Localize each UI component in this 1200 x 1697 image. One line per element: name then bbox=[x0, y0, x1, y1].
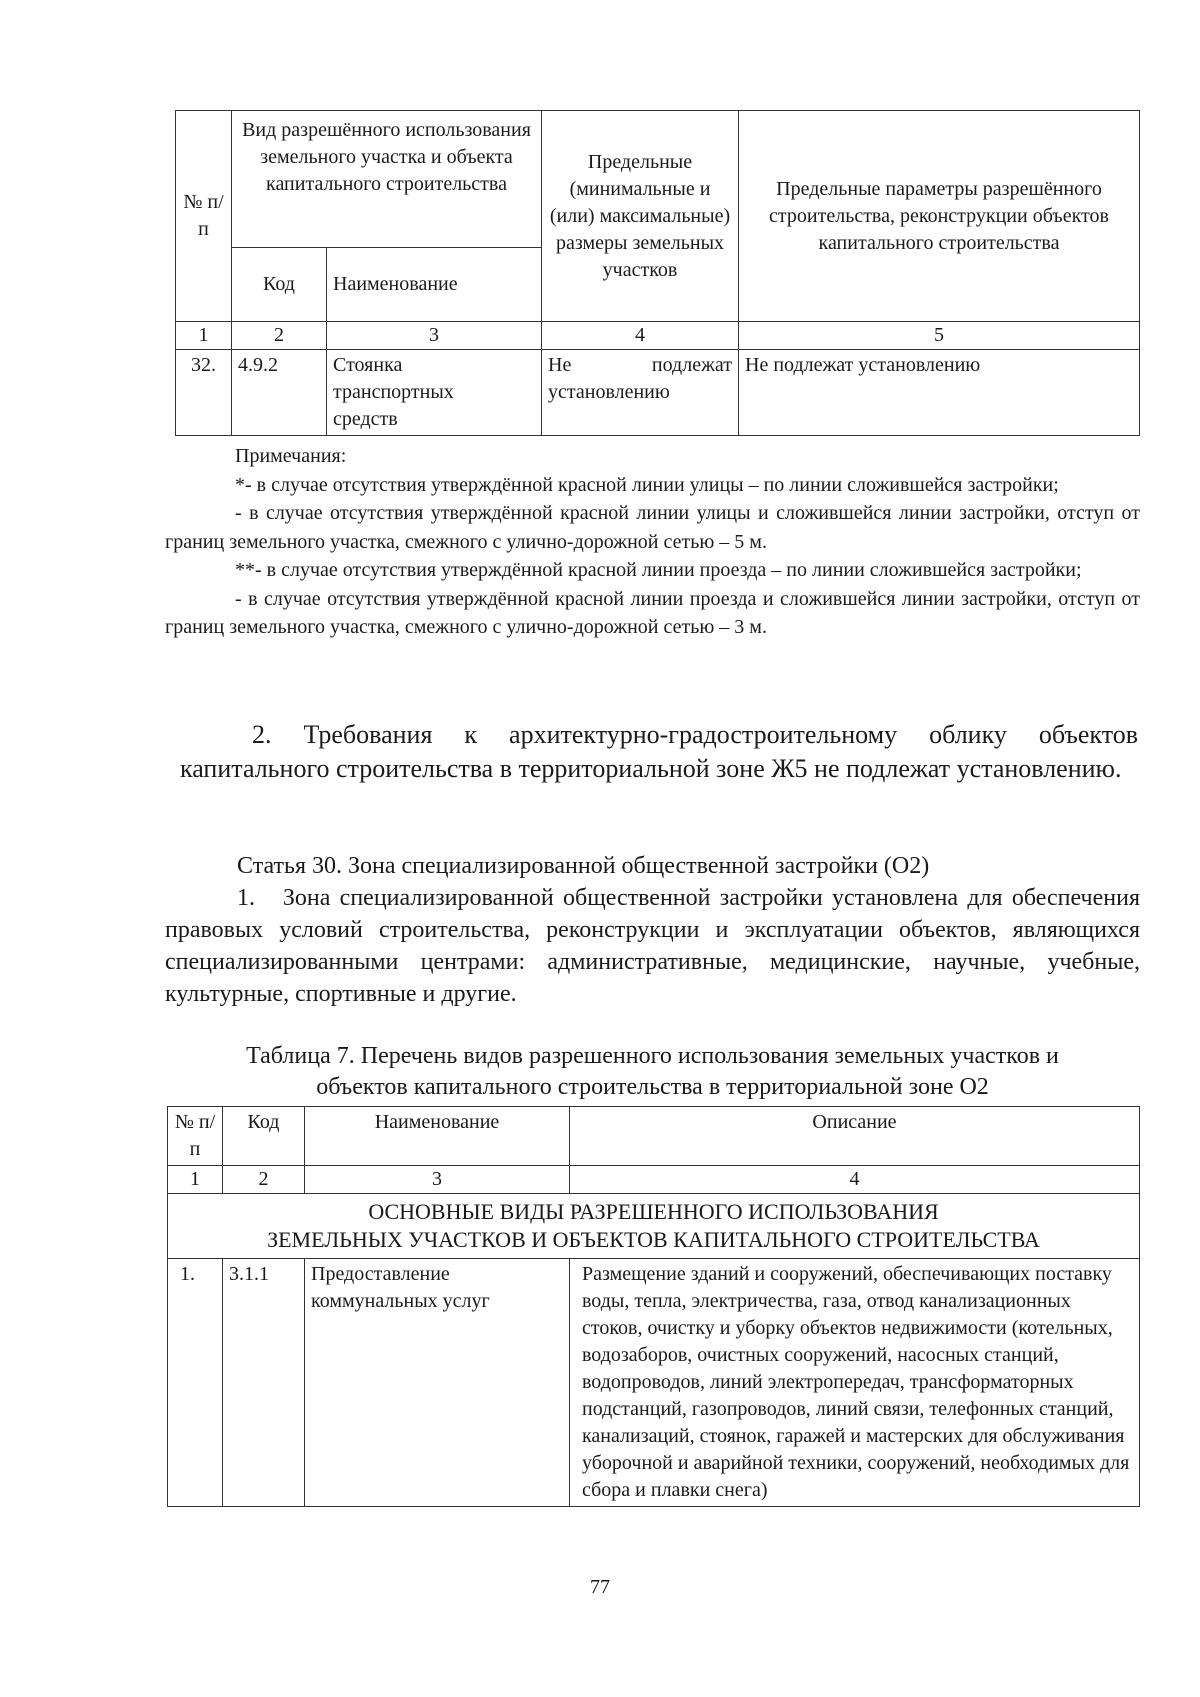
header-name: Наименование bbox=[305, 1107, 570, 1166]
table-row bbox=[176, 350, 1140, 436]
notes-block bbox=[165, 442, 1140, 642]
row-name: Стоянка транспортных средств bbox=[327, 350, 542, 436]
section-2 bbox=[180, 718, 1138, 786]
row-code: 3.1.1 bbox=[223, 1259, 305, 1507]
table-land-use-parameters bbox=[175, 110, 1140, 436]
col-number: 2 bbox=[223, 1166, 305, 1194]
row-desc: Размещение зданий и сооружений, обеспечивающих поставку воды, тепла, электричества, газа, отвод канализационных стоков, очистку и уборку объектов недвижимости (котельных, водозаборов, очистных сооружений, насосных станций, водопроводов, линий электропередач, трансформаторных подстанций, газопроводов, линий связи, телефонных станций, канализаций, стоянок, гаражей и мастерских для обслуживания уборочной и аварийной техники, сооружений, необходимых для сбора и плавки снега) bbox=[570, 1259, 1140, 1507]
column-number-row bbox=[176, 322, 1140, 350]
row-params: Не подлежат установлению bbox=[739, 350, 1140, 436]
row-code: 4.9.2 bbox=[232, 350, 327, 436]
table-7 bbox=[167, 1106, 1140, 1507]
col-number: 3 bbox=[305, 1166, 570, 1194]
header-sizes: Предельные (минимальные и (или) максимальные) размеры земельных участков bbox=[542, 111, 739, 322]
note-line: *- в случае отсутствия утверждённой красной линии улицы – по линии сложившейся застройки; bbox=[235, 473, 1059, 496]
header-params: Предельные параметры разрешённого строительства, реконструкции объектов капитального строительства bbox=[739, 111, 1140, 322]
header-desc: Описание bbox=[570, 1107, 1140, 1166]
note-line: - в случае отсутствия утверждённой красной линии улицы и сложившейся линии застройки, отступ от границ земельного участка, смежного с улично-дорожной сетью – 5 м. bbox=[165, 502, 1140, 553]
col-number: 3 bbox=[327, 322, 542, 350]
group-line: ОСНОВНЫЕ ВИДЫ РАЗРЕШЕННОГО ИСПОЛЬЗОВАНИЯ bbox=[368, 1199, 939, 1224]
note-line: - в случае отсутствия утверждённой красной линии проезда и сложившейся линии застройки, отступ от границ земельного участка, смежного с улично-дорожной сетью – 3 м. bbox=[165, 587, 1140, 638]
table-row bbox=[168, 1259, 1140, 1507]
col-number: 4 bbox=[542, 322, 739, 350]
header-num: № п/п bbox=[168, 1107, 223, 1166]
header-code: Код bbox=[232, 248, 327, 322]
table-header-row bbox=[176, 111, 1140, 248]
col-number: 4 bbox=[570, 1166, 1140, 1194]
col-number: 2 bbox=[232, 322, 327, 350]
article-paragraph: 1. Зона специализированной общественной застройки установлена для обеспечения правовых условий строительства, реконструкции и эксплуатации объектов, являющихся специализированными центрами: административные, медицинские, научные, учебные, культурные, спортивные и другие. bbox=[165, 885, 1146, 1007]
table7-caption bbox=[165, 1041, 1140, 1103]
col-number: 1 bbox=[168, 1166, 223, 1194]
group-header bbox=[168, 1194, 1140, 1259]
article-30 bbox=[165, 850, 1146, 1010]
caption-line: объектов капитального строительства в территориальной зоне О2 bbox=[316, 1074, 989, 1100]
header-kind: Вид разрешённого использования земельного участка и объекта капитального строительства bbox=[232, 111, 542, 248]
col-number: 1 bbox=[176, 322, 232, 350]
page-number: 77 bbox=[590, 1576, 610, 1598]
row-name: Предоставление коммунальных услуг bbox=[305, 1259, 570, 1507]
col-number: 5 bbox=[739, 322, 1140, 350]
notes-label: Примечания: bbox=[235, 445, 347, 467]
caption-line: Таблица 7. Перечень видов разрешенного использования земельных участков и bbox=[246, 1043, 1059, 1069]
header-code: Код bbox=[223, 1107, 305, 1166]
group-header-row bbox=[168, 1194, 1140, 1259]
table-header-row bbox=[168, 1107, 1140, 1166]
header-num: № п/п bbox=[176, 111, 232, 322]
section-2-text: 2. Требования к архитектурно-градостроительному облику объектов капитального строительства в территориальной зоне Ж5 не подлежат установлению. bbox=[180, 720, 1138, 783]
column-number-row bbox=[168, 1166, 1140, 1194]
row-num: 32. bbox=[176, 350, 232, 436]
article-title: Статья 30. Зона специализированной общественной застройки (О2) bbox=[237, 853, 930, 879]
row-sizes: Не подлежат установлению bbox=[542, 350, 739, 436]
row-num: 1. bbox=[168, 1259, 223, 1507]
header-name: Наименование bbox=[327, 248, 542, 322]
group-line: ЗЕМЕЛЬНЫХ УЧАСТКОВ И ОБЪЕКТОВ КАПИТАЛЬНОГО СТРОИТЕЛЬСТВА bbox=[267, 1227, 1040, 1252]
note-line: **- в случае отсутствия утверждённой красной линии проезда – по линии сложившейся застройки; bbox=[235, 559, 1082, 581]
